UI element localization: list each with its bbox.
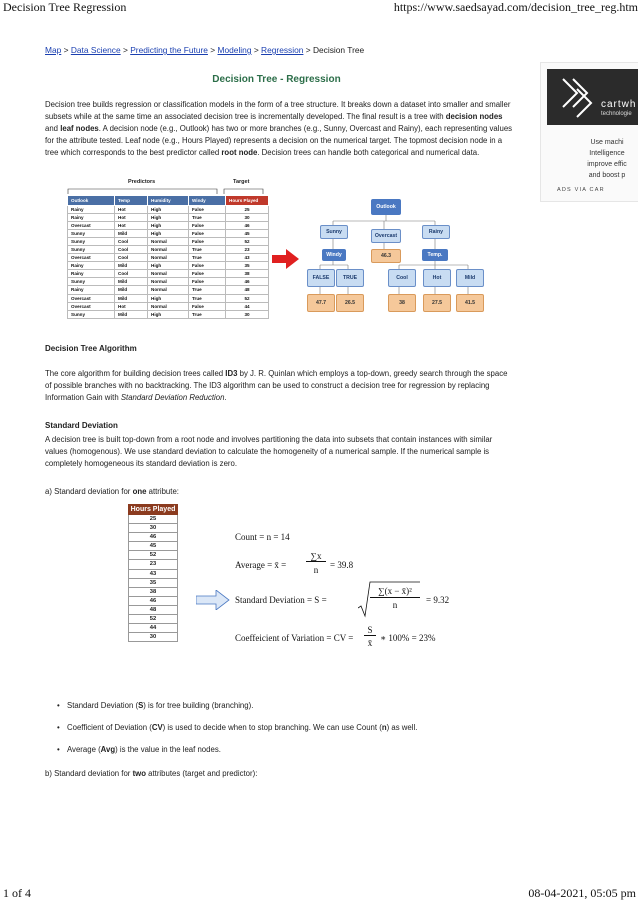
dataset-header-cell: Windy: [189, 196, 226, 206]
table-row: [68, 222, 269, 230]
dataset-cell: Normal: [148, 302, 189, 310]
dataset-cell: Cool: [115, 270, 148, 278]
formula-sd-lhs: Standard Deviation = S =: [235, 595, 327, 605]
algorithm-paragraph: The core algorithm for building decision trees called ID3 by J. R. Quinlan which employs a top-down, greedy search through the space of possible branches with no backtracking. The ID3 algorithm can be used to construct a decision tree for regression by replacing Information Gain with Standard Deviation Reduction.: [45, 369, 508, 402]
tree-node-cool: Cool: [388, 269, 416, 287]
table-row: [68, 206, 269, 214]
table-row: [68, 278, 269, 286]
table-row: [68, 302, 269, 310]
dataset-header-cell: Hours Played: [226, 196, 269, 206]
dataset-cell: Normal: [148, 270, 189, 278]
dataset-cell: Mild: [115, 310, 148, 318]
browser-page-title: Decision Tree Regression: [3, 0, 127, 14]
tree-leaf-3: 38: [388, 294, 416, 312]
hours-cell: 46: [128, 597, 178, 606]
table-row: [68, 270, 269, 278]
stddev-heading: Standard Deviation: [45, 421, 118, 430]
hours-cell: 43: [128, 570, 178, 579]
dataset-cell: Hot: [115, 222, 148, 230]
list-item: • Standard Deviation (S) is for tree building (branching).: [55, 700, 417, 722]
dataset-cell: High: [148, 222, 189, 230]
dataset-cell: True: [189, 214, 226, 222]
hours-played-header: Hours Played: [128, 504, 178, 515]
stddev-b-line: b) Standard deviation for two attributes (target and predictor):: [45, 769, 258, 778]
ad-text: Use machi Intelligence improve effic and boost p: [587, 139, 627, 179]
dataset-cell: Sunny: [68, 230, 115, 238]
hours-cell: 23: [128, 560, 178, 569]
dataset-cell: Sunny: [68, 238, 115, 246]
dataset-cell: Mild: [115, 262, 148, 270]
dataset-cell: High: [148, 206, 189, 214]
table-row: [68, 262, 269, 270]
dataset-cell: Hot: [115, 302, 148, 310]
dataset-cell: Rainy: [68, 270, 115, 278]
ad-brand-sub: technologie: [601, 111, 632, 117]
dataset-cell: Sunny: [68, 246, 115, 254]
dataset-cell: 52: [226, 238, 269, 246]
formula-average-num: ∑x: [306, 551, 326, 562]
advertisement[interactable]: [540, 62, 638, 202]
dataset-cell: False: [189, 262, 226, 270]
dataset-cell: Cool: [115, 246, 148, 254]
dataset-cell: 38: [226, 270, 269, 278]
tree-node-overcast: Overcast: [371, 229, 401, 243]
table-row: [68, 246, 269, 254]
table-row: [68, 254, 269, 262]
stddev-a-line: a) Standard deviation for one attribute:: [45, 487, 179, 496]
print-datetime: 08-04-2021, 05:05 pm: [528, 886, 636, 900]
hours-cell: 38: [128, 588, 178, 597]
table-row: [68, 230, 269, 238]
breadcrumb-current: Decision Tree: [312, 45, 365, 55]
dataset-cell: True: [189, 286, 226, 294]
breadcrumb-link-map[interactable]: Map: [45, 45, 62, 55]
ad-brand: cartwh: [601, 99, 637, 110]
list-item: • Coefficient of Deviation (CV) is used to decide when to stop branching. We can use Count (n) as well.: [55, 722, 417, 744]
dataset-table: [67, 195, 269, 319]
dataset-cell: False: [189, 206, 226, 214]
dataset-cell: 46: [226, 222, 269, 230]
dataset-cell: Normal: [148, 254, 189, 262]
hours-cell: 44: [128, 624, 178, 633]
breadcrumb-link-predicting[interactable]: Predicting the Future: [130, 45, 208, 55]
stddev-bullet-list: [55, 700, 417, 766]
page-title: Decision Tree - Regression: [212, 74, 341, 85]
dataset-cell: Rainy: [68, 286, 115, 294]
table-row: [68, 238, 269, 246]
dataset-cell: Mild: [115, 286, 148, 294]
hours-cell: 45: [128, 542, 178, 551]
formula-sd-rhs: = 9.32: [426, 595, 450, 605]
intro-paragraph: Decision tree builds regression or classification models in the form of a tree structure. It breaks down a dataset into smaller and smaller subsets while at the same time an associated decision tree is incrementally developed. The final result is a tree with decision nodes and leaf nodes. A decision node (e.g., Outlook) has two or more branches (e.g., Sunny, Overcast and Rainy), each representing values for the attribute tested. Leaf node (e.g., Hours Played) represents a decision on the numerical target. The topmost decision node in a tree which corresponds to the best predictor called root node. Decision trees can handle both categorical and numerical data.: [45, 100, 513, 157]
table-row: [68, 214, 269, 222]
list-item: • Average (Avg) is the value in the leaf nodes.: [55, 744, 417, 766]
hours-cell: 48: [128, 606, 178, 615]
dataset-cell: Mild: [115, 230, 148, 238]
tree-node-windy: Windy: [322, 249, 346, 261]
dataset-cell: Normal: [148, 286, 189, 294]
dataset-cell: Mild: [115, 294, 148, 302]
dataset-cell: Sunny: [68, 310, 115, 318]
dataset-cell: 43: [226, 254, 269, 262]
hours-cell: 30: [128, 524, 178, 533]
dataset-header-cell: Humidity: [148, 196, 189, 206]
table-row: [68, 286, 269, 294]
dataset-cell: 48: [226, 286, 269, 294]
formula-cv-lhs: Coeffeicient of Variation = CV =: [235, 633, 354, 643]
dataset-cell: False: [189, 222, 226, 230]
formula-cv-den: x̄: [367, 638, 373, 648]
formula-average-lhs: Average = x̄ =: [235, 560, 287, 570]
tree-node-rainy: Rainy: [422, 225, 450, 239]
dataset-cell: True: [189, 254, 226, 262]
red-arrow-icon: [272, 249, 300, 269]
dataset-cell: True: [189, 310, 226, 318]
formula-cv-num: S: [364, 625, 376, 636]
tree-leaf-4: 27.5: [423, 294, 451, 312]
browser-page-url: https://www.saedsayad.com/decision_tree_reg.htm: [393, 0, 638, 14]
table-row: [68, 310, 269, 318]
page-number: 1 of 4: [3, 886, 31, 900]
dataset-cell: False: [189, 302, 226, 310]
dataset-cell: False: [189, 238, 226, 246]
tree-node-false: FALSE: [307, 269, 335, 287]
dataset-header-cell: Temp: [115, 196, 148, 206]
dataset-cell: Overcast: [68, 294, 115, 302]
dataset-header-cell: Outlook: [68, 196, 115, 206]
stddev-paragraph: A decision tree is built top-down from a root node and involves partitioning the data into subsets that contain instances with similar values (homogenous). We use standard deviation to calculate the homogeneity of a numerical sample. If the numerical sample is completely homogeneous its standard deviation is zero.: [45, 435, 493, 468]
dataset-cell: False: [189, 230, 226, 238]
dataset-cell: High: [148, 310, 189, 318]
dataset-cell: High: [148, 230, 189, 238]
dataset-cell: Overcast: [68, 302, 115, 310]
target-label: Target: [233, 179, 250, 185]
tree-leaf-5: 41.5: [456, 294, 484, 312]
formula-sd-num: ∑(x − x̄)²: [370, 585, 420, 598]
tree-node-root: Outlook: [371, 199, 401, 215]
algorithm-heading: Decision Tree Algorithm: [45, 344, 137, 353]
dataset-cell: True: [189, 294, 226, 302]
formula-cv-rhs: ∗ 100% = 23%: [380, 633, 436, 643]
dataset-cell: 44: [226, 302, 269, 310]
hours-cell: 30: [128, 633, 178, 642]
hours-cell: 25: [128, 515, 178, 524]
dataset-cell: High: [148, 214, 189, 222]
hours-cell: 35: [128, 579, 178, 588]
dataset-cell: Normal: [148, 238, 189, 246]
table-row: [68, 294, 269, 302]
dataset-cell: High: [148, 294, 189, 302]
dataset-cell: 23: [226, 246, 269, 254]
predictors-label: Predictors: [128, 179, 156, 185]
dataset-cell: Normal: [148, 246, 189, 254]
breadcrumb-link-modeling[interactable]: Modeling: [217, 45, 252, 55]
dataset-cell: 25: [226, 206, 269, 214]
formula-average-rhs: = 39.8: [330, 560, 354, 570]
predictors-bracket: [67, 186, 267, 195]
dataset-cell: Mild: [115, 278, 148, 286]
dataset-cell: 52: [226, 294, 269, 302]
dataset-cell: Hot: [115, 206, 148, 214]
tree-node-hot: Hot: [423, 269, 451, 287]
ad-image: [547, 69, 638, 125]
dataset-cell: Cool: [115, 254, 148, 262]
ad-via-label: ADS VIA CAR: [557, 187, 605, 193]
breadcrumb: Map > Data Science > Predicting the Future > Modeling > Regression > Decision Tree: [45, 45, 365, 55]
dataset-cell: High: [148, 262, 189, 270]
blue-arrow-icon: [196, 590, 230, 610]
dataset-cell: Hot: [115, 214, 148, 222]
dataset-cell: 45: [226, 230, 269, 238]
tree-leaf-2: 26.5: [336, 294, 364, 312]
hours-played-table: [128, 504, 178, 642]
tree-leaf-overcast: 46.3: [371, 249, 401, 263]
tree-node-temp: Temp.: [422, 249, 448, 261]
dataset-cell: True: [189, 246, 226, 254]
dataset-cell: Overcast: [68, 254, 115, 262]
dataset-cell: Sunny: [68, 278, 115, 286]
dataset-cell: 35: [226, 262, 269, 270]
dataset-cell: Cool: [115, 238, 148, 246]
dataset-cell: 30: [226, 214, 269, 222]
tree-node-sunny: Sunny: [320, 225, 348, 239]
dataset-cell: Rainy: [68, 262, 115, 270]
dataset-cell: False: [189, 278, 226, 286]
formula-sd-den: n: [392, 600, 398, 610]
dataset-cell: Rainy: [68, 206, 115, 214]
tree-leaf-1: 47.7: [307, 294, 335, 312]
dataset-cell: Normal: [148, 278, 189, 286]
dataset-cell: False: [189, 270, 226, 278]
dataset-cell: 30: [226, 310, 269, 318]
formula-count: Count = n = 14: [235, 532, 290, 542]
tree-node-mild: Mild: [456, 269, 484, 287]
tree-node-true: TRUE: [336, 269, 364, 287]
breadcrumb-link-regression[interactable]: Regression: [261, 45, 304, 55]
hours-cell: 52: [128, 551, 178, 560]
hours-cell: 46: [128, 533, 178, 542]
formula-average-den: n: [313, 565, 319, 575]
dataset-cell: 46: [226, 278, 269, 286]
dataset-cell: Rainy: [68, 214, 115, 222]
hours-cell: 52: [128, 615, 178, 624]
dataset-cell: Overcast: [68, 222, 115, 230]
breadcrumb-link-data-science[interactable]: Data Science: [70, 45, 121, 55]
